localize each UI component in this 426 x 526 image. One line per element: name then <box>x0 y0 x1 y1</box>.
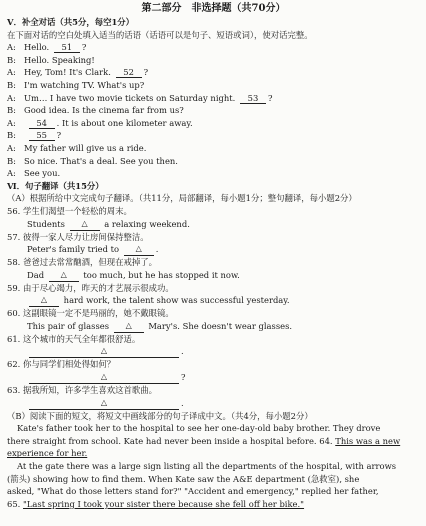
q58-blank[interactable] <box>49 270 79 282</box>
passage-p1-text: there straight from school. Kate had never been inside a hospital before. 64. <box>7 435 333 446</box>
answer-blank-52[interactable]: 52 <box>116 67 142 78</box>
q59-post: hard work, the talent show was successful yesterday. <box>63 295 290 306</box>
speaker-label: A: <box>7 67 16 78</box>
q56-post: a relaxing weekend. <box>104 218 190 229</box>
speaker-label: B: <box>7 105 16 116</box>
dialogue-line <box>7 66 420 79</box>
q57-sentence <box>7 243 420 256</box>
q59-chinese: 59. 由于尽心竭力，昨天的才艺展示很成功。 <box>7 282 174 293</box>
q59-triangle: △ <box>40 295 48 305</box>
dialogue-line <box>7 167 420 180</box>
passage-p1-line3 <box>7 447 420 460</box>
q57-post: . <box>155 244 159 255</box>
q62-blank[interactable] <box>29 372 179 384</box>
dialogue-line <box>7 92 420 105</box>
q58-post: too much, but he has stopped it now. <box>83 269 240 280</box>
q63-triangle: △ <box>100 397 108 407</box>
dialogue-text: Um… I have two movie tickets on Saturday night. <box>24 92 236 103</box>
q61-triangle: △ <box>100 346 108 356</box>
q59-sentence <box>7 294 420 307</box>
dialogue <box>7 41 420 180</box>
answer-blank-55[interactable]: 55 <box>29 130 55 141</box>
passage-p1-line1: Kate's father took her to the hospital to see her one-day-old baby brother. They drove <box>17 423 381 434</box>
section-v-instruction: 在下面对话的空白处填入适当的话语（话语可以是句子、短语或词），使对话完整。 <box>7 29 313 40</box>
q63-blank[interactable] <box>29 398 179 410</box>
dialogue-line <box>7 104 420 117</box>
dialogue-line <box>7 117 420 130</box>
dialogue-text: I'm watching TV. What's up? <box>24 79 145 90</box>
speaker-label: B: <box>7 79 16 90</box>
q58-chinese: 58. 爸爸过去常常酗酒，但现在戒掉了。 <box>7 257 157 268</box>
q56-pre: Students <box>27 218 65 229</box>
q64-underlined: This was a new <box>335 435 401 446</box>
dialogue-line <box>7 54 420 67</box>
q58-triangle: △ <box>60 269 67 279</box>
dialogue-text: My father will give us a ride. <box>24 142 147 153</box>
q60-chinese: 60. 这副眼镜一定不是玛丽的，她不戴眼镜。 <box>7 308 174 319</box>
section-vi-heading: Ⅵ．句子翻译（共15分） <box>7 180 104 191</box>
q57-pre: Peter's family tried to <box>27 244 120 255</box>
q56-chinese: 56. 学生们渴望一个轻松的周末。 <box>7 205 132 216</box>
q62-chinese: 62. 你与同学们相处得如何？ <box>7 359 116 370</box>
q62-sentence <box>7 371 420 384</box>
speaker-label: A: <box>7 42 16 53</box>
dialogue-text: Hello. Speaking! <box>24 54 95 65</box>
q64-underlined-cont: experience for her. <box>7 448 88 459</box>
q61-post: . <box>181 346 184 357</box>
passage-p2-line3: asked, "What do those letters stand for?" "Accident and emergency," replied her father, <box>7 486 379 497</box>
q60-sentence <box>7 320 420 333</box>
speaker-label: A: <box>7 92 16 103</box>
speaker-label: A: <box>7 142 16 153</box>
q58-pre: Dad <box>27 269 45 280</box>
part-a-instruction: （A）根据所给中文完成句子翻译。（共11分，局部翻译，每小题1分；整句翻译，每小题2分） <box>7 193 357 204</box>
dialogue-line <box>7 129 420 142</box>
section-v-heading: Ⅴ．补全对话（共5分，每空1分） <box>7 17 135 27</box>
dialogue-text: Hello. <box>24 42 50 53</box>
q65-underlined: "Last spring I took your sister there because she fell off her bike." <box>23 498 305 509</box>
speaker-label: A: <box>7 168 16 179</box>
dialogue-text-after: . It is about one kilometer away. <box>56 117 193 128</box>
dialogue-text: Good idea. Is the cinema far from us? <box>24 105 184 116</box>
q56-triangle: △ <box>81 218 88 228</box>
q60-pre: This pair of glasses <box>27 320 110 331</box>
q63-post: . <box>181 397 184 408</box>
speaker-label: B: <box>7 54 16 65</box>
q60-post: Mary's. She doesn't wear glasses. <box>148 320 293 331</box>
passage-p1-line2 <box>7 435 420 448</box>
speaker-label: B: <box>7 155 16 166</box>
dialogue-line <box>7 41 420 54</box>
dialogue-text-after: ? <box>56 130 62 141</box>
answer-blank-51[interactable]: 51 <box>54 42 80 53</box>
q61-chinese: 61. 这个城市的天气全年都很舒适。 <box>7 333 141 344</box>
q63-sentence <box>7 397 420 410</box>
dialogue-text: See you. <box>24 168 61 179</box>
dialogue-text: So nice. That's a deal. See you then. <box>24 155 178 166</box>
answer-blank-54[interactable]: 54 <box>29 118 55 129</box>
dialogue-line <box>7 142 420 155</box>
q59-blank[interactable] <box>29 295 59 307</box>
speaker-label: A: <box>7 117 16 128</box>
dialogue-line <box>7 155 420 168</box>
answer-blank-53[interactable]: 53 <box>240 93 266 104</box>
q61-sentence <box>7 345 420 358</box>
part-b-instruction: （B）阅读下面的短文，将短文中画线部分的句子译成中文。（共4分，每小题2分） <box>7 410 313 421</box>
passage-p2-line1: At the gate there was a large sign listing all the departments of the hospital, with arrows <box>17 461 397 472</box>
q56-blank[interactable] <box>70 219 100 231</box>
dialogue-text-after: ? <box>267 92 273 103</box>
q58-sentence <box>7 269 420 282</box>
q57-blank[interactable] <box>124 244 154 256</box>
q63-chinese: 63. 据我所知，许多学生喜欢这首歌曲。 <box>7 385 157 396</box>
q56-sentence <box>7 218 420 231</box>
q57-triangle: △ <box>135 244 142 254</box>
dialogue-line <box>7 79 420 92</box>
dialogue-text-after: ? <box>143 67 149 78</box>
speaker-label: B: <box>7 130 16 141</box>
page-title: 第二部分 非选择题（共70分） <box>141 3 286 14</box>
dialogue-text: Hey, Tom! It's Clark. <box>24 67 111 78</box>
passage-p2-line4 <box>7 498 420 511</box>
q62-post: ? <box>181 372 186 383</box>
q61-blank[interactable] <box>29 346 179 358</box>
q57-chinese: 57. 彼得一家人尽力让房间保持整洁。 <box>7 231 149 242</box>
dialogue-text-after: ? <box>81 42 87 53</box>
q62-triangle: △ <box>100 372 108 382</box>
passage-p2-line2: (箭头) showing how to find them. When Kate saw the A&E department (急救室), she <box>7 473 360 484</box>
q60-triangle: △ <box>125 320 132 330</box>
q60-blank[interactable] <box>114 321 144 333</box>
q65-number: 65. <box>7 498 21 509</box>
